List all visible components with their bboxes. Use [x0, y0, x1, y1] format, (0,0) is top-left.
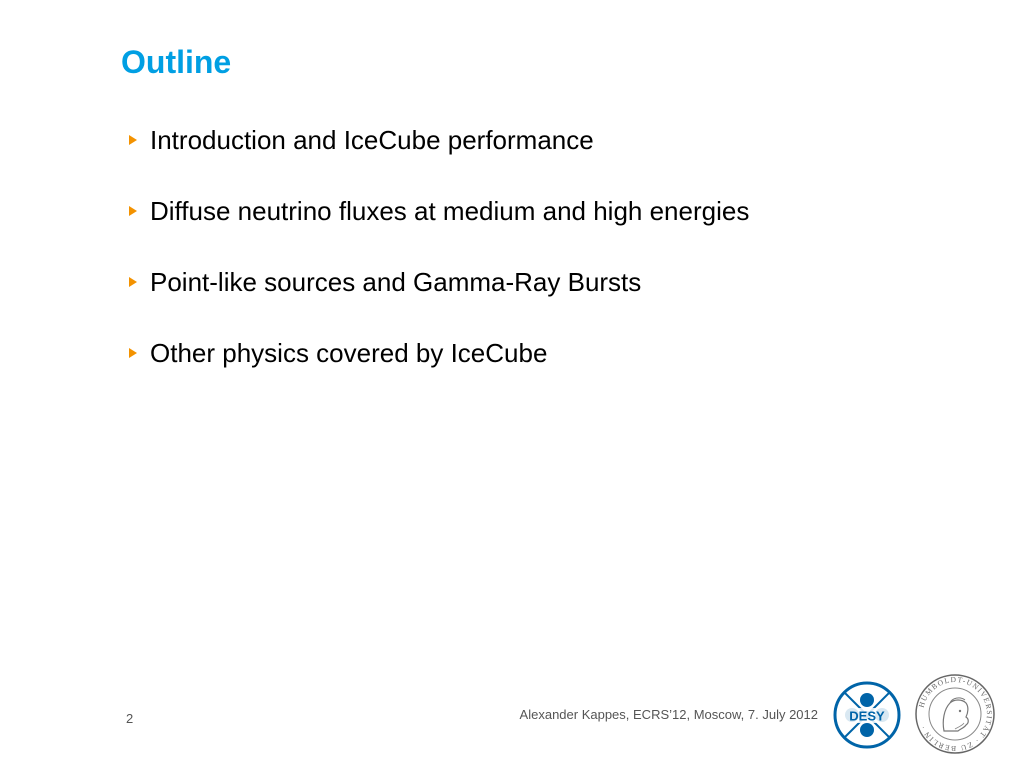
bullet-arrow-icon — [129, 206, 137, 216]
outline-list — [126, 122, 749, 406]
outline-item — [126, 122, 749, 158]
bullet-arrow-icon — [129, 277, 137, 287]
svg-text:DESY: DESY — [849, 708, 885, 724]
outline-item-text: Other physics covered by IceCube — [150, 338, 548, 368]
outline-item — [126, 193, 749, 229]
page-number: 2 — [126, 711, 134, 726]
outline-item-text: Introduction and IceCube performance — [150, 125, 594, 155]
desy-logo — [832, 680, 902, 750]
humboldt-university-seal — [914, 673, 996, 755]
svg-text:HUMBOLDT-UNIVERSITÄT · ZU BERL: HUMBOLDT-UNIVERSITÄT · ZU BERLIN · — [916, 674, 995, 754]
bullet-arrow-icon — [129, 348, 137, 358]
outline-item — [126, 264, 749, 300]
slide-title: Outline — [121, 44, 232, 80]
bullet-arrow-icon — [129, 135, 137, 145]
footer-citation: Alexander Kappes, ECRS’12, Moscow, 7. July 2012 — [519, 707, 818, 722]
outline-item — [126, 335, 749, 371]
outline-item-text: Diffuse neutrino fluxes at medium and high energies — [150, 196, 750, 226]
outline-item-text: Point-like sources and Gamma-Ray Bursts — [150, 267, 642, 297]
